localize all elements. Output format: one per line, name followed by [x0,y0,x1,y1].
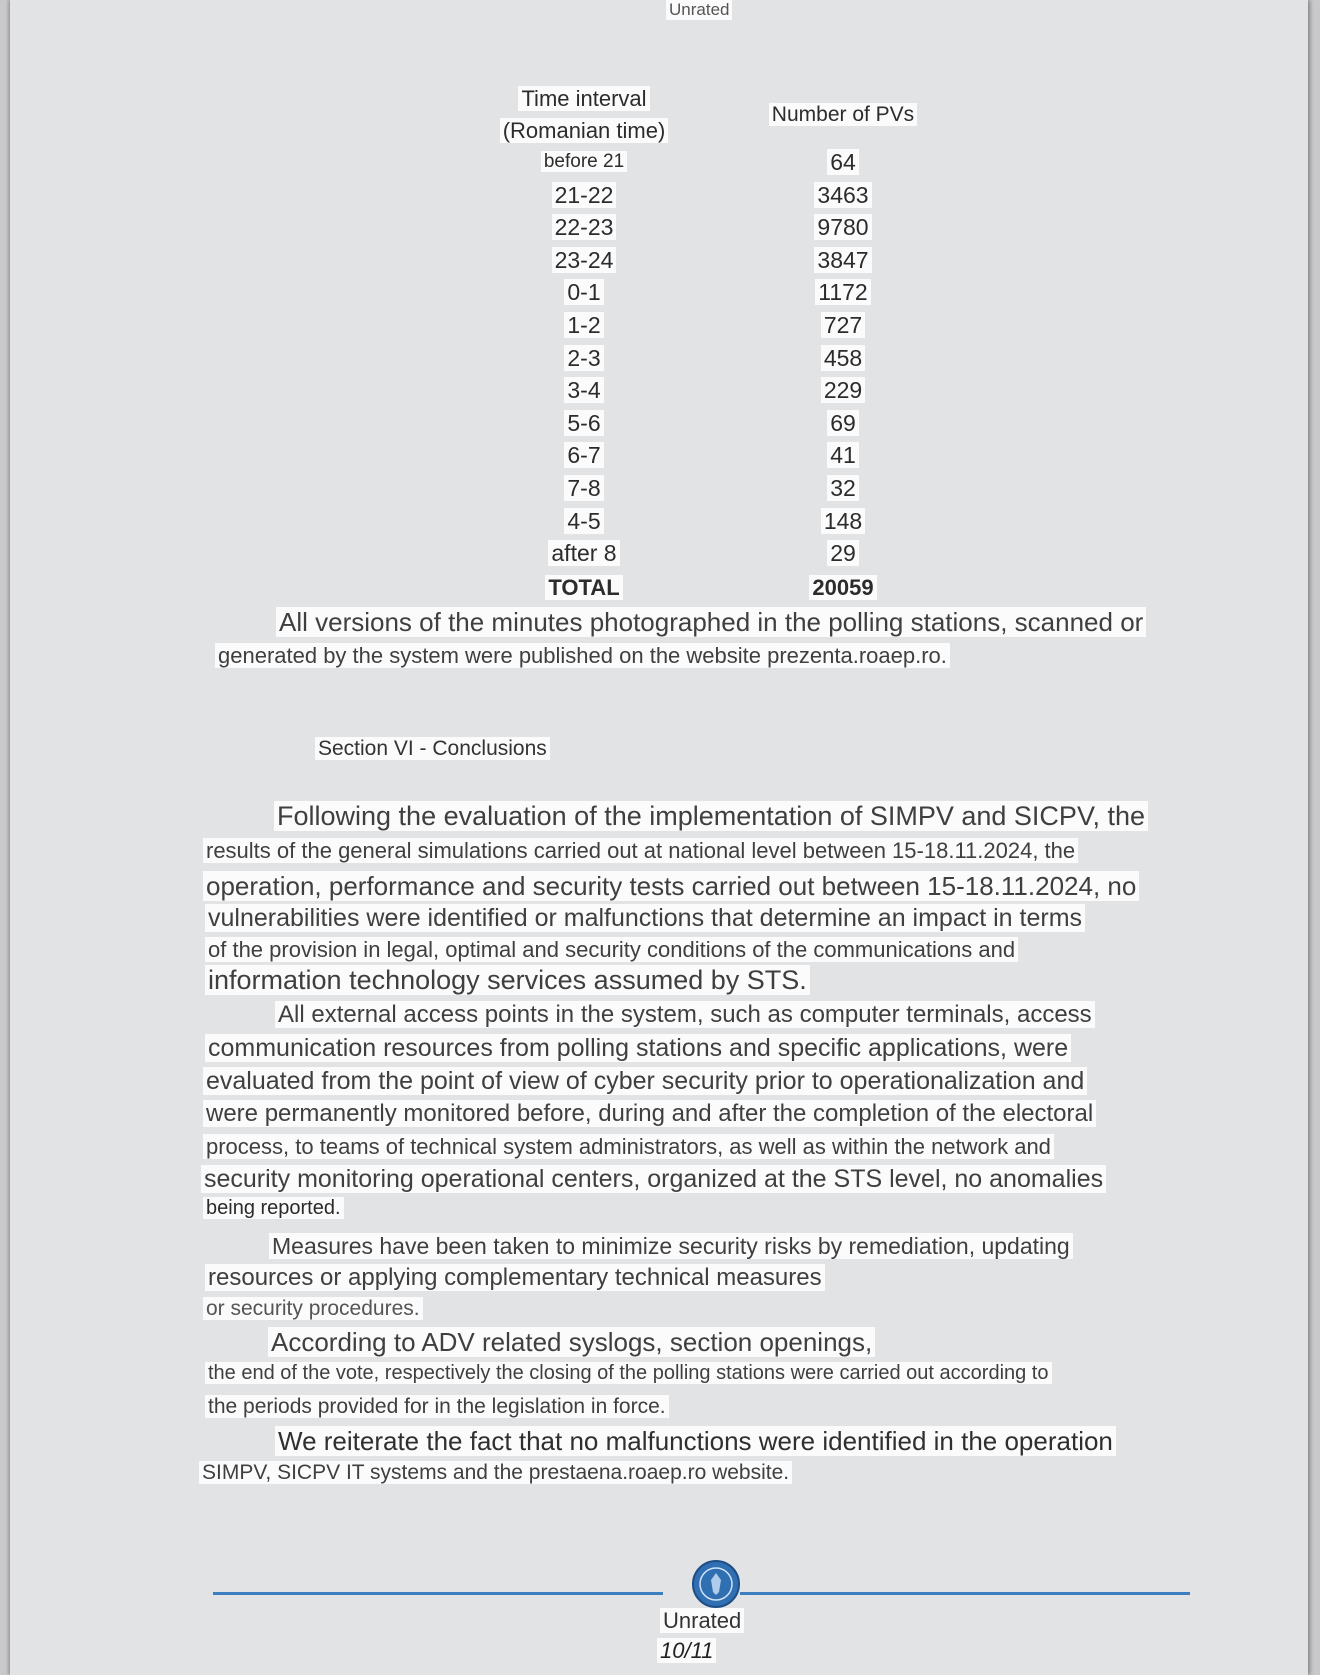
p5-line-text: SIMPV, SICPV IT systems and the prestaena.roaep.ro website. [199,1461,792,1484]
table-cell-interval [484,148,684,176]
total-value [743,574,943,602]
interval-text: 7-8 [564,475,603,501]
table-cell-interval [484,181,684,209]
p2-line-text: evaluated from the point of view of cyber security prior to operationalization and [203,1067,1087,1095]
p5-line [199,1461,792,1485]
p2-line [275,1001,1095,1029]
p3-line [205,1264,825,1292]
interval-text: 5-6 [564,410,603,436]
table-cell-count [743,311,943,339]
header-classification: Unrated [666,0,732,20]
p2-line-text: process, to teams of technical system administrators, as well as within the network and [203,1134,1054,1159]
table-cell-count [743,409,943,437]
p2-line [203,1134,1054,1160]
p1-line-text: results of the general simulations carried out at national level between 15-18.11.2024, the [203,838,1078,863]
p1-line-text: vulnerabilities were identified or malfunctions that determine an impact in terms [205,904,1085,932]
p1-line-text: of the provision in legal, optimal and security conditions of the communications and [205,937,1018,962]
p4-line-text: the end of the vote, respectively the closing of the polling stations were carried out according to [205,1362,1052,1384]
p4-line [205,1395,669,1419]
p3-line-text: Measures have been taken to minimize security risks by remediation, updating [269,1233,1073,1259]
p5-line [275,1426,1116,1457]
p3-line [269,1233,1073,1260]
p2-line-text: were permanently monitored before, during and after the completion of the electoral [203,1100,1096,1127]
col1-header-line2: (Romanian time) [500,118,669,143]
p1-line [205,965,810,996]
table-cell-interval [484,213,684,241]
table-cell-interval [484,441,684,469]
document-page [10,0,1308,1675]
count-text: 64 [827,149,859,175]
count-text: 41 [827,442,859,468]
p2-line-text: security monitoring operational centers, organized at the STS level, no anomalies [201,1165,1106,1193]
section-title-text: Section VI - Conclusions [315,737,550,760]
table-cell-count [743,148,943,176]
p1-line-text: operation, performance and security tests carried out between 15-18.11.2024, no [203,871,1139,901]
table-cell-interval [484,376,684,404]
p1-line [203,871,1139,902]
footer-classification-text: Unrated [660,1608,744,1633]
table-cell-interval [484,344,684,372]
seal-emblem-icon [694,1562,738,1606]
page-number-text: 10/11 [657,1638,716,1663]
p4-line-text: the periods provided for in the legislation in force. [205,1395,669,1418]
footer-rule-left [213,1592,663,1595]
total-value-text: 20059 [809,575,876,600]
table-cell-count [743,246,943,274]
interval-text: after 8 [548,540,619,566]
footer-classification [660,1608,744,1634]
count-text: 458 [821,345,865,371]
count-text: 1172 [815,279,870,305]
page-number [657,1638,716,1664]
count-text: 148 [821,508,865,534]
p3-line-text: or security procedures. [203,1297,423,1320]
col1-header-line1: Time interval [518,86,649,111]
table-cell-interval [484,507,684,535]
count-text: 3847 [814,247,871,273]
interval-text: 2-3 [564,345,603,371]
table-cell-interval [484,409,684,437]
p2-line [203,1197,344,1220]
table-cell-count [743,441,943,469]
p5-line-text: We reiterate the fact that no malfunctions were identified in the operation [275,1426,1116,1456]
p3-line-text: resources or applying complementary technical measures [205,1264,825,1291]
col2-header: Number of PVs [769,103,917,126]
p2-line [203,1100,1096,1128]
emblem-seal-icon [692,1560,740,1608]
total-label-text: TOTAL [545,575,622,600]
intro-line-1-text: All versions of the minutes photographed in the polling stations, scanned or [276,607,1146,637]
p3-line [203,1297,423,1321]
p4-line-text: According to ADV related syslogs, section openings, [268,1327,875,1357]
interval-text: 22-23 [552,214,617,240]
table-col1-header [484,84,684,148]
interval-text: 1-2 [564,312,603,338]
footer-rule-right [740,1592,1190,1595]
table-cell-count [743,344,943,372]
table-cell-count [743,278,943,306]
table-cell-count [743,507,943,535]
table-cell-count [743,539,943,567]
p2-line-text: All external access points in the system, such as computer terminals, access [275,1001,1095,1028]
table-cell-count [743,376,943,404]
interval-text: before 21 [541,151,627,172]
table-cell-interval [484,539,684,567]
p4-line [205,1362,1052,1385]
total-label [484,574,684,602]
interval-text: 21-22 [552,182,617,208]
p2-line [205,1034,1071,1063]
table-cell-count [743,474,943,502]
interval-text: 4-5 [564,508,603,534]
p1-line-text: Following the evaluation of the implementation of SIMPV and SICPV, the [274,801,1148,831]
count-text: 3463 [814,182,871,208]
intro-line-2-text: generated by the system were published on the website prezenta.roaep.ro. [215,643,950,668]
count-text: 9780 [814,214,871,240]
p2-line-text: communication resources from polling stations and specific applications, were [205,1034,1071,1062]
p1-line [205,937,1018,963]
table-cell-count [743,181,943,209]
table-cell-interval [484,474,684,502]
p2-line-text: being reported. [203,1197,344,1219]
p2-line [201,1165,1106,1194]
count-text: 69 [827,410,859,436]
interval-text: 3-4 [564,377,603,403]
table-cell-interval [484,246,684,274]
interval-text: 23-24 [552,247,617,273]
intro-line-1 [276,607,1146,638]
table-cell-count [743,213,943,241]
count-text: 29 [827,540,859,566]
p1-line [205,904,1085,933]
table-cell-interval [484,278,684,306]
count-text: 727 [821,312,865,338]
p1-line [274,801,1148,832]
p1-line-text: information technology services assumed by STS. [205,965,810,995]
interval-text: 6-7 [564,442,603,468]
intro-line-2 [215,643,950,669]
p1-line [203,838,1078,864]
table-col2-header [743,100,943,130]
section-title [315,737,550,761]
count-text: 32 [827,475,859,501]
interval-text: 0-1 [564,279,603,305]
count-text: 229 [821,377,865,403]
p4-line [268,1327,875,1358]
p2-line [203,1067,1087,1096]
table-cell-interval [484,311,684,339]
